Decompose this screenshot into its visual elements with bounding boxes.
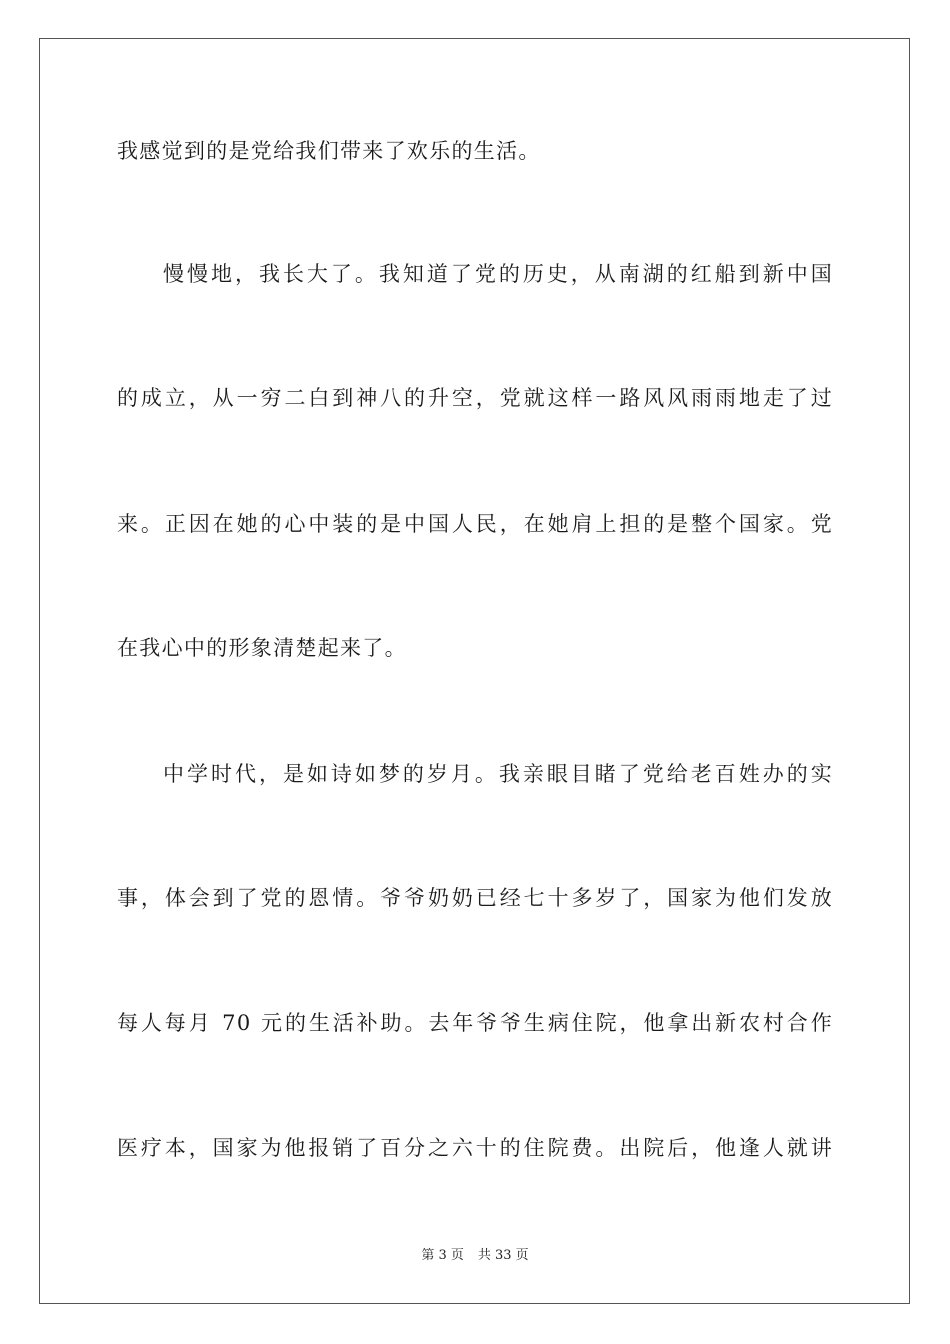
text-line: 我感觉到的是党给我们带来了欢乐的生活。 <box>117 139 541 163</box>
text-line: 中学时代，是如诗如梦的岁月。我亲眼目睹了党给老百姓办的实 <box>163 762 833 786</box>
text-line: 每人每月 70 元的生活补助。去年爷爷生病住院，他拿出新农村合作 <box>117 1011 833 1035</box>
text-line: 的成立，从一穷二白到神八的升空，党就这样一路风风雨雨地走了过 <box>117 386 833 410</box>
text-line: 医疗本，国家为他报销了百分之六十的住院费。出院后，他逢人就讲 <box>117 1136 833 1160</box>
page-number: 第 3 页 <box>421 1248 464 1263</box>
page-footer <box>0 1247 950 1265</box>
text-line: 来。正因在她的心中装的是中国人民，在她肩上担的是整个国家。党 <box>117 512 833 536</box>
text-line: 慢慢地，我长大了。我知道了党的历史，从南湖的红船到新中国 <box>163 262 833 286</box>
page-total: 共 33 页 <box>477 1248 529 1263</box>
text-line: 在我心中的形象清楚起来了。 <box>117 636 407 660</box>
text-line: 事，体会到了党的恩情。爷爷奶奶已经七十多岁了，国家为他们发放 <box>117 886 833 910</box>
page-frame <box>39 38 910 1304</box>
